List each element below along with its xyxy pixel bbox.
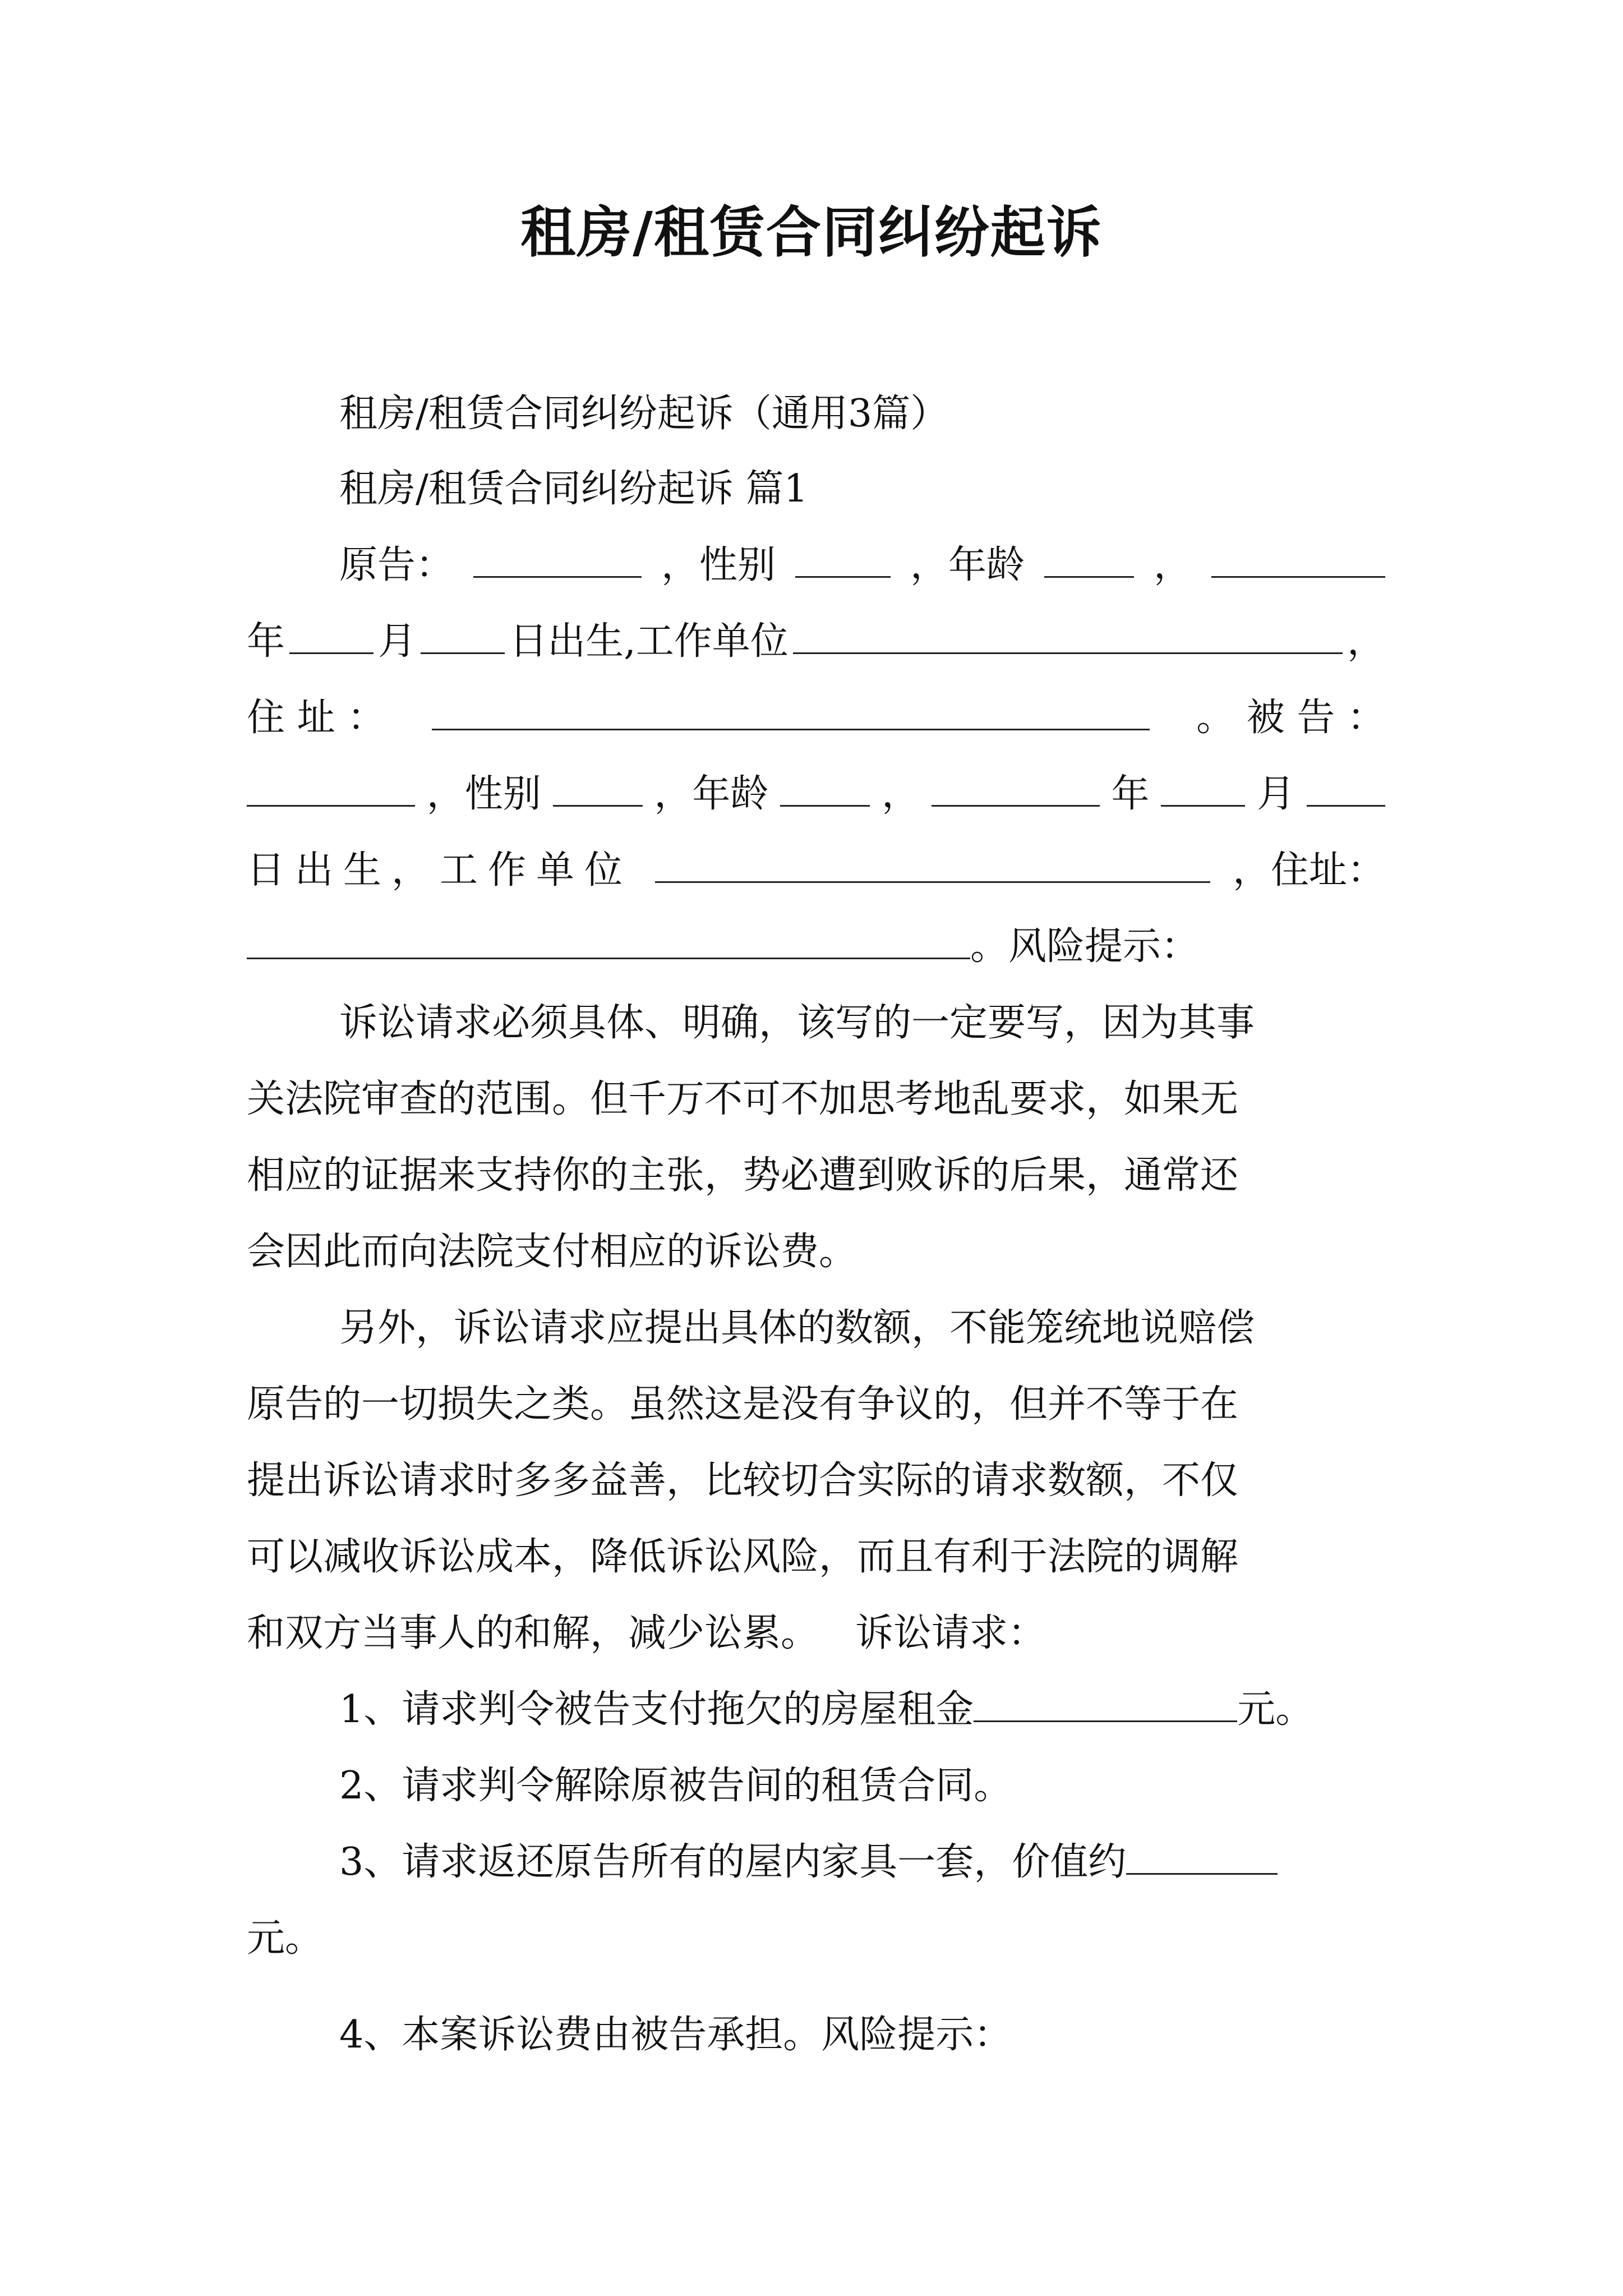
month-label-2: 月 [1257, 772, 1295, 816]
birth-month-blank-2[interactable] [1161, 769, 1245, 807]
para2-line4: 可以减收诉讼成本，降低诉讼风险，而且有利于法院的调解 [247, 1535, 1239, 1579]
risk-tip-label: 。风险提示： [970, 924, 1200, 969]
workplace-blank-2[interactable] [655, 845, 1210, 883]
address-label-2: ，住址： [1232, 848, 1385, 892]
comma-end: ， [1347, 619, 1385, 664]
para1-line4: 会因此而向法院支付相应的诉讼费。 [247, 1230, 857, 1274]
birth-month-blank[interactable] [289, 616, 374, 654]
born-label: 日出生,工作单位 [509, 619, 789, 664]
document-title: 租房/租赁合同纠纷起诉 [520, 200, 1103, 265]
workplace-blank[interactable] [793, 616, 1343, 654]
year-label: 年 [247, 619, 285, 664]
plaintiff-label: 原告： [339, 543, 454, 587]
gender-label-2: ，性别 [426, 772, 541, 816]
year-label-2: 年 [1111, 772, 1150, 816]
claim-3-unit: 元。 [247, 1916, 324, 1961]
born-label-2: 日出生，工作单位 [247, 848, 633, 892]
age-blank-2[interactable] [780, 769, 870, 807]
birth-year-blank[interactable] [1211, 540, 1385, 578]
age-label: ，年龄 [910, 543, 1025, 587]
defendant-label: 。 被 告 ： [1196, 696, 1385, 740]
comma-2: ， [881, 772, 920, 816]
para1-line2: 关法院审查的范围。但千万不可不加思考地乱要求，如果无 [247, 1077, 1239, 1121]
defendant-name-blank[interactable] [247, 769, 415, 807]
defendant-line [247, 766, 1385, 822]
claim-item-4: 4、本案诉讼费由被告承担。风险提示： [339, 2013, 1012, 2057]
para1-line3: 相应的证据来支持你的主张，势必遭到败诉的后果，通常还 [247, 1153, 1239, 1198]
address-line [247, 690, 1385, 746]
para2-line2: 原告的一切损失之类。虽然这是没有争议的，但并不等于在 [247, 1382, 1239, 1427]
gender-blank-2[interactable] [553, 769, 643, 807]
rent-amount-blank[interactable] [974, 1684, 1237, 1722]
birth-day-blank[interactable] [421, 616, 505, 654]
month-label: 月 [378, 619, 417, 664]
gender-blank[interactable] [795, 540, 891, 578]
para2-line5: 和双方当事人的和解，减少讼累。 诉讼请求： [247, 1611, 1046, 1655]
para2-line1: 另外，诉讼请求应提出具体的数额，不能笼统地说赔偿 [339, 1306, 1255, 1350]
birth-year-blank-2[interactable] [932, 769, 1100, 807]
furniture-value-blank[interactable] [1126, 1837, 1278, 1875]
gender-label: ，性别 [661, 543, 776, 587]
plaintiff-line [339, 537, 1385, 593]
defendant-birth-line [247, 843, 1385, 899]
para1-line1: 诉讼请求必须具体、明确，该写的一定要写，因为其事 [339, 1001, 1255, 1045]
address-label: 住 址 ： [247, 696, 386, 740]
claim-item-1 [339, 1682, 1422, 1738]
address-blank-2[interactable] [247, 921, 970, 959]
claim-1-text: 1、请求判令被告支付拖欠的房屋租金 [339, 1687, 974, 1732]
comma: ， [1153, 543, 1192, 587]
age-blank[interactable] [1044, 540, 1134, 578]
birth-day-blank-2[interactable] [1307, 769, 1385, 807]
birth-line [247, 614, 1385, 670]
section-heading: 租房/租赁合同纠纷起诉 篇1 [339, 467, 808, 511]
defendant-address-line [247, 919, 1385, 975]
claim-item-2: 2、请求判令解除原被告间的租赁合同。 [339, 1764, 1012, 1808]
claim-3-text: 3、请求返还原告所有的屋内家具一套，价值约 [339, 1840, 1127, 1884]
para2-line3: 提出诉讼请求时多多益善，比较切合实际的请求数额，不仅 [247, 1458, 1239, 1503]
claim-1-unit: 元。 [1237, 1687, 1314, 1732]
plaintiff-name-blank[interactable] [473, 540, 642, 578]
address-blank[interactable] [432, 692, 1150, 730]
subtitle: 租房/租赁合同纠纷起诉（通用3篇） [339, 392, 949, 436]
claim-item-3 [339, 1834, 1385, 1890]
age-label-2: ，年龄 [654, 772, 769, 816]
